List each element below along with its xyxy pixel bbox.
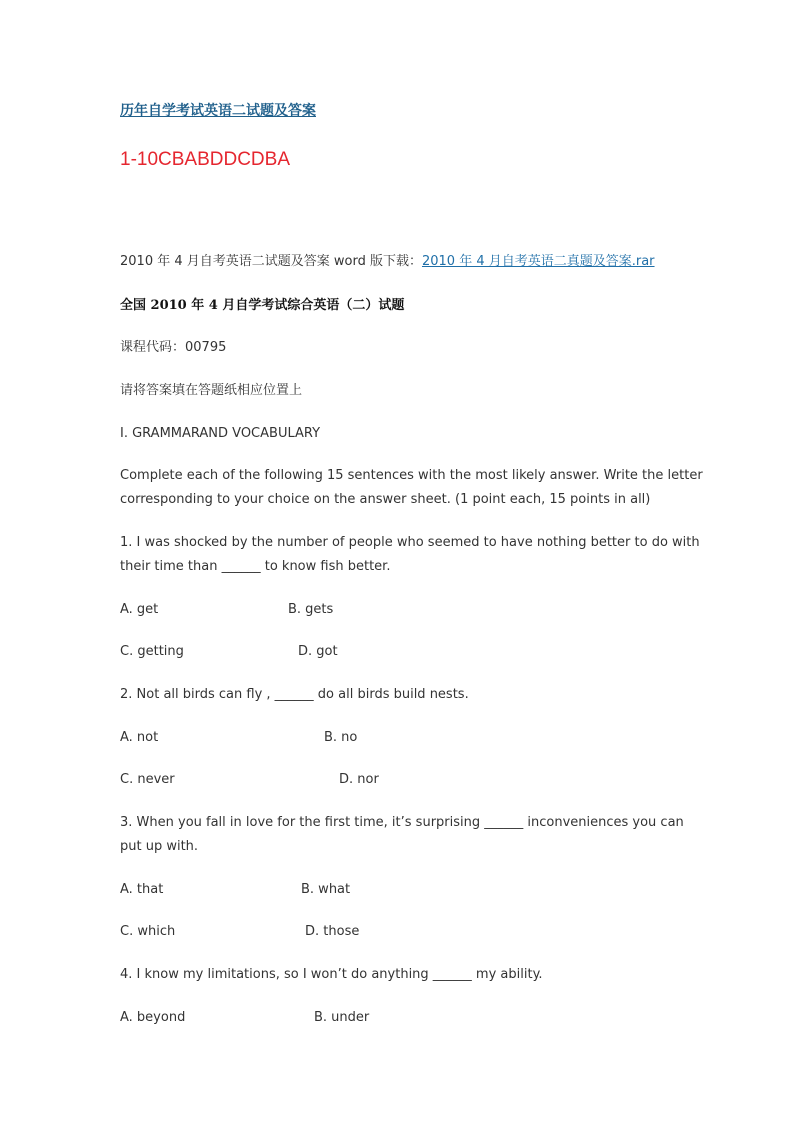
- document-title-link[interactable]: 历年自学考试英语二试题及答案: [120, 103, 316, 119]
- question-2-options-ab: [120, 726, 676, 750]
- question-2-option-b: B. no: [324, 730, 358, 745]
- question-3-option-c: C. which: [120, 924, 176, 939]
- question-1-line-2: their time than ______ to know fish better.: [120, 559, 391, 574]
- question-4-options-ab: [120, 1006, 676, 1030]
- question-4-option-a: A. beyond: [120, 1010, 186, 1025]
- question-3-line-2: put up with.: [120, 839, 199, 854]
- question-4-line-1: 4. I know my limitations, so I won’t do anything ______ my ability.: [120, 967, 543, 982]
- download-line: [120, 250, 676, 274]
- question-3-line-1: 3. When you fall in love for the first time, it’s surprising ______ inconveniences you can: [120, 815, 684, 830]
- section-intro-line-2: corresponding to your choice on the answer sheet. (1 point each, 15 points in all): [120, 492, 651, 507]
- section-title: I. GRAMMARAND VOCABULARY: [120, 426, 321, 441]
- question-1-option-a: A. get: [120, 602, 159, 617]
- question-1-option-b: B. gets: [288, 602, 334, 617]
- question-2-line-1: 2. Not all birds can fly , ______ do all birds build nests.: [120, 687, 469, 702]
- question-2-options-cd: [120, 768, 676, 792]
- download-label: 2010 年 4 月自考英语二试题及答案 word 版下载：: [120, 254, 422, 269]
- exam-title: 全国 2010 年 4 月自学考试综合英语（二）试题: [120, 298, 405, 313]
- question-1-option-c: C. getting: [120, 644, 184, 659]
- question-3-option-a: A. that: [120, 882, 164, 897]
- instruction-text: 请将答案填在答题纸相应位置上: [120, 383, 303, 398]
- question-2-option-d: D. nor: [339, 772, 379, 787]
- question-3-options-cd: [120, 920, 676, 944]
- question-1-options-ab: [120, 598, 676, 622]
- document-title-line: [120, 99, 676, 124]
- question-3-option-b: B. what: [301, 882, 351, 897]
- course-code: 课程代码：00795: [120, 340, 227, 355]
- question-2-option-c: C. never: [120, 772, 175, 787]
- download-link[interactable]: 2010 年 4 月自考英语二真题及答案.rar: [421, 254, 655, 269]
- question-1-options-cd: [120, 640, 676, 664]
- question-2-option-a: A. not: [120, 730, 159, 745]
- question-3-option-d: D. those: [305, 924, 360, 939]
- question-3-options-ab: [120, 878, 676, 902]
- question-4-option-b: B. under: [314, 1010, 370, 1025]
- answer-key: 1-10CBABDDCDBA: [120, 149, 290, 170]
- question-1-line-1: 1. I was shocked by the number of people who seemed to have nothing better to do with: [120, 535, 700, 550]
- question-1-option-d: D. got: [298, 644, 338, 659]
- section-intro-line-1: Complete each of the following 15 sentences with the most likely answer. Write the letter: [120, 468, 703, 483]
